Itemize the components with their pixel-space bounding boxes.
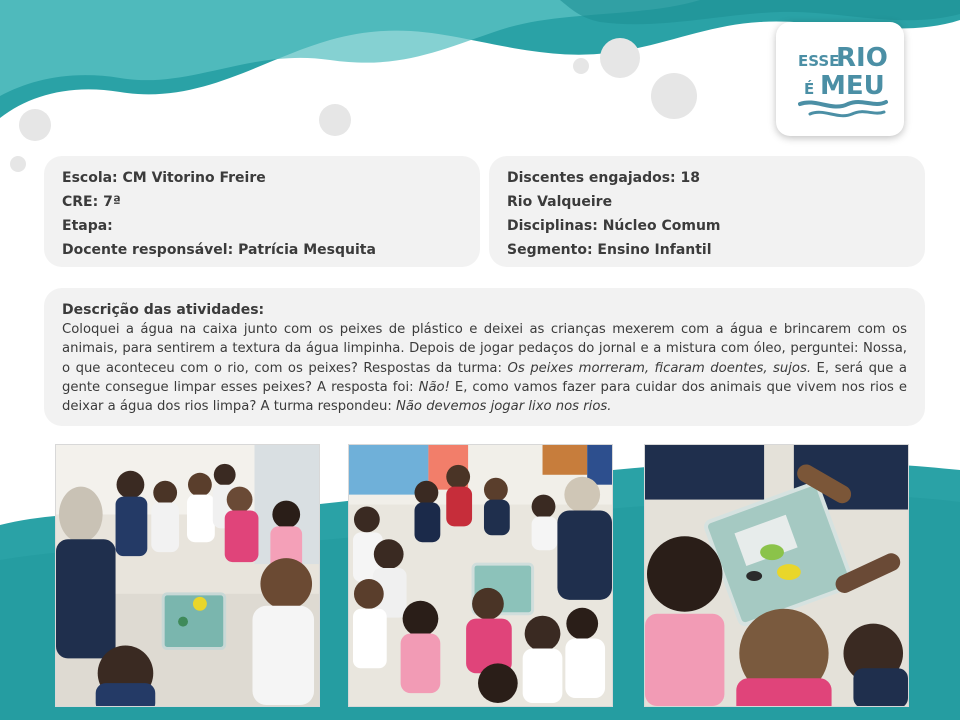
teacher-name: Docente responsável: Patrícia Mesquita — [62, 242, 376, 258]
logo-text-esse: ESSE — [798, 52, 840, 70]
photo-box-closeup — [644, 444, 909, 707]
description-card — [44, 288, 925, 426]
stage-value: Etapa: — [62, 218, 113, 234]
photo-children-around-box — [348, 444, 613, 707]
logo-text-rio: RIO — [836, 43, 888, 73]
subjects: Disciplinas: Núcleo Comum — [507, 218, 721, 234]
logo-card — [776, 22, 904, 136]
segment: Segmento: Ensino Infantil — [507, 242, 712, 258]
logo-wave-icon — [800, 102, 886, 107]
class-info-card — [489, 156, 925, 267]
logo-text-e: É — [804, 80, 815, 98]
neighborhood: Rio Valqueire — [507, 194, 613, 210]
photo-children-circle-teacher — [55, 444, 320, 707]
description-title: Descrição das atividades: — [62, 302, 265, 318]
cre-value: CRE: 7ª — [62, 194, 121, 210]
school-info-card — [44, 156, 480, 267]
school-name: Escola: CM Vitorino Freire — [62, 170, 266, 186]
students-count: Discentes engajados: 18 — [507, 170, 701, 186]
logo-text-meu: MEU — [820, 71, 885, 101]
description-body: Coloquei a água na caixa junto com os peixes de plástico e deixei as crianças mexerem com a água e brincarem com os animais, para sentirem a textura da água limpinha. Depois de jogar pedaços do jornal e a mistura com óleo, perguntei: Nossa, o que aconteceu com o rio, com os peixes? Respostas da turma: Os peixes morreram, ficaram doentes, sujos. E, será que a gente consegue limpar esses peixes? A resposta foi: Não! E, como vamos fazer para cuidar dos animais que vivem nos rios e deixar a água dos rios limpa? A turma respondeu: Não devemos jogar lixo nos rios. — [62, 322, 907, 415]
